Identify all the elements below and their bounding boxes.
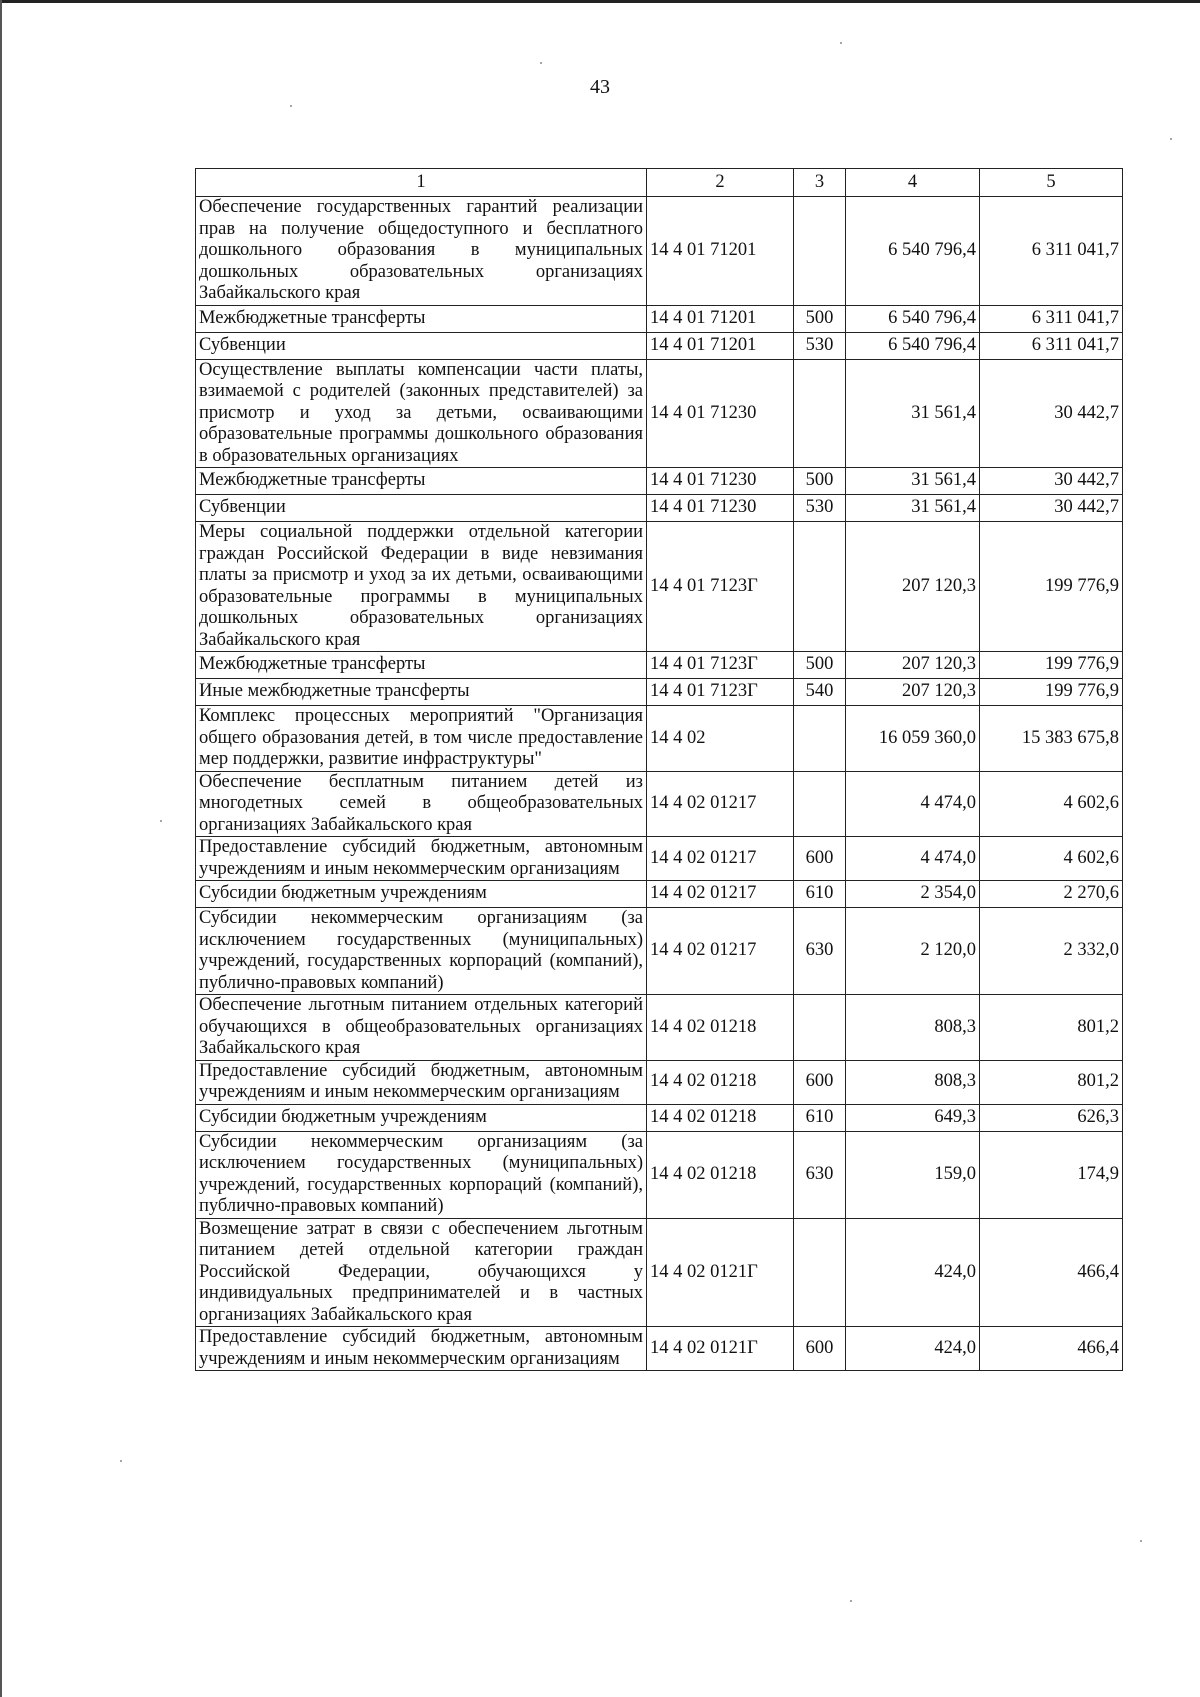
amount-col5-cell: 2 270,6 xyxy=(980,881,1123,908)
target-code-cell: 14 4 02 xyxy=(647,706,794,772)
expense-type-cell: 540 xyxy=(794,679,846,706)
budget-table xyxy=(195,168,1123,1371)
target-code-cell: 14 4 02 01218 xyxy=(647,1060,794,1104)
item-name-cell: Субсидии некоммерческим организациям (за исключением государственных (муниципальных) учреждений, государственных корпораций (компаний), публично-правовых компаний) xyxy=(196,908,647,995)
amount-col4-cell: 207 120,3 xyxy=(846,679,980,706)
item-name-cell: Субсидии некоммерческим организациям (за исключением государственных (муниципальных) учреждений, государственных корпораций (компаний), публично-правовых компаний) xyxy=(196,1131,647,1218)
column-header: 1 xyxy=(196,169,647,197)
expense-type-cell: 610 xyxy=(794,1104,846,1131)
amount-col4-cell: 16 059 360,0 xyxy=(846,706,980,772)
expense-type-cell: 600 xyxy=(794,1327,846,1371)
scan-speck xyxy=(850,1600,852,1602)
expense-type-cell: 500 xyxy=(794,468,846,495)
amount-col4-cell: 207 120,3 xyxy=(846,522,980,652)
amount-col4-cell: 424,0 xyxy=(846,1327,980,1371)
item-name-cell: Меры социальной поддержки отдельной категории граждан Российской Федерации в виде невзимания платы за присмотр и уход за их детьми, осваивающими образовательные программы в муниципальных дошкольных образовательных организациях Забайкальского края xyxy=(196,522,647,652)
amount-col4-cell: 649,3 xyxy=(846,1104,980,1131)
amount-col5-cell: 174,9 xyxy=(980,1131,1123,1218)
target-code-cell: 14 4 01 71201 xyxy=(647,332,794,359)
amount-col5-cell: 466,4 xyxy=(980,1327,1123,1371)
table-row xyxy=(196,995,1123,1061)
amount-col5-cell: 466,4 xyxy=(980,1218,1123,1327)
table-row xyxy=(196,706,1123,772)
expense-type-cell: 600 xyxy=(794,1060,846,1104)
expense-type-cell: 530 xyxy=(794,332,846,359)
table-row xyxy=(196,332,1123,359)
target-code-cell: 14 4 01 7123Г xyxy=(647,652,794,679)
amount-col4-cell: 808,3 xyxy=(846,1060,980,1104)
table-header-row xyxy=(196,169,1123,197)
expense-type-cell: 630 xyxy=(794,908,846,995)
column-header: 5 xyxy=(980,169,1123,197)
target-code-cell: 14 4 01 71201 xyxy=(647,305,794,332)
target-code-cell: 14 4 01 7123Г xyxy=(647,522,794,652)
amount-col4-cell: 808,3 xyxy=(846,995,980,1061)
expense-type-cell: 500 xyxy=(794,305,846,332)
target-code-cell: 14 4 02 01218 xyxy=(647,1104,794,1131)
table-row xyxy=(196,1131,1123,1218)
amount-col5-cell: 30 442,7 xyxy=(980,468,1123,495)
item-name-cell: Предоставление субсидий бюджетным, автономным учреждениям и иным некоммерческим организациям xyxy=(196,1060,647,1104)
target-code-cell: 14 4 01 71230 xyxy=(647,468,794,495)
table-row xyxy=(196,652,1123,679)
target-code-cell: 14 4 01 7123Г xyxy=(647,679,794,706)
amount-col4-cell: 159,0 xyxy=(846,1131,980,1218)
target-code-cell: 14 4 01 71201 xyxy=(647,197,794,306)
amount-col4-cell: 6 540 796,4 xyxy=(846,332,980,359)
expense-type-cell xyxy=(794,995,846,1061)
scan-speck xyxy=(120,1460,122,1462)
amount-col5-cell: 6 311 041,7 xyxy=(980,332,1123,359)
amount-col5-cell: 30 442,7 xyxy=(980,359,1123,468)
scan-speck xyxy=(160,820,162,822)
table-row xyxy=(196,679,1123,706)
amount-col5-cell: 199 776,9 xyxy=(980,679,1123,706)
amount-col4-cell: 6 540 796,4 xyxy=(846,197,980,306)
item-name-cell: Субвенции xyxy=(196,332,647,359)
amount-col5-cell: 199 776,9 xyxy=(980,522,1123,652)
target-code-cell: 14 4 02 01217 xyxy=(647,837,794,881)
amount-col5-cell: 15 383 675,8 xyxy=(980,706,1123,772)
expense-type-cell: 630 xyxy=(794,1131,846,1218)
table-row xyxy=(196,837,1123,881)
amount-col5-cell: 6 311 041,7 xyxy=(980,305,1123,332)
amount-col4-cell: 4 474,0 xyxy=(846,771,980,837)
target-code-cell: 14 4 02 01217 xyxy=(647,771,794,837)
expense-type-cell: 530 xyxy=(794,495,846,522)
item-name-cell: Межбюджетные трансферты xyxy=(196,468,647,495)
expense-type-cell xyxy=(794,1218,846,1327)
item-name-cell: Комплекс процессных мероприятий "Организация общего образования детей, в том числе предоставление мер поддержки, развитие инфраструктуры" xyxy=(196,706,647,772)
target-code-cell: 14 4 01 71230 xyxy=(647,495,794,522)
scan-speck xyxy=(1140,1540,1142,1542)
expense-type-cell xyxy=(794,771,846,837)
scan-speck xyxy=(840,42,842,44)
page-number: 43 xyxy=(590,76,610,98)
amount-col4-cell: 2 354,0 xyxy=(846,881,980,908)
amount-col5-cell: 4 602,6 xyxy=(980,771,1123,837)
amount-col4-cell: 6 540 796,4 xyxy=(846,305,980,332)
amount-col5-cell: 4 602,6 xyxy=(980,837,1123,881)
amount-col5-cell: 801,2 xyxy=(980,995,1123,1061)
amount-col4-cell: 31 561,4 xyxy=(846,359,980,468)
amount-col4-cell: 31 561,4 xyxy=(846,468,980,495)
amount-col5-cell: 801,2 xyxy=(980,1060,1123,1104)
item-name-cell: Возмещение затрат в связи с обеспечением льготным питанием детей отдельной категории граждан Российской Федерации, обучающихся у индивидуальных предпринимателей и в частных организациях Забайкальского края xyxy=(196,1218,647,1327)
amount-col5-cell: 2 332,0 xyxy=(980,908,1123,995)
item-name-cell: Обеспечение льготным питанием отдельных категорий обучающихся в общеобразовательных организациях Забайкальского края xyxy=(196,995,647,1061)
item-name-cell: Межбюджетные трансферты xyxy=(196,652,647,679)
table-row xyxy=(196,495,1123,522)
target-code-cell: 14 4 02 01217 xyxy=(647,881,794,908)
scan-edge-left xyxy=(0,0,2,1697)
table-row xyxy=(196,1060,1123,1104)
item-name-cell: Межбюджетные трансферты xyxy=(196,305,647,332)
item-name-cell: Иные межбюджетные трансферты xyxy=(196,679,647,706)
scan-speck xyxy=(290,105,292,107)
target-code-cell: 14 4 01 71230 xyxy=(647,359,794,468)
amount-col5-cell: 626,3 xyxy=(980,1104,1123,1131)
target-code-cell: 14 4 02 01218 xyxy=(647,1131,794,1218)
amount-col5-cell: 199 776,9 xyxy=(980,652,1123,679)
amount-col5-cell: 30 442,7 xyxy=(980,495,1123,522)
column-header: 2 xyxy=(647,169,794,197)
table-row xyxy=(196,1104,1123,1131)
amount-col4-cell: 207 120,3 xyxy=(846,652,980,679)
item-name-cell: Осуществление выплаты компенсации части платы, взимаемой с родителей (законных представителей) за присмотр и уход за детьми, осваивающими образовательные программы дошкольного образования в образовательных организациях xyxy=(196,359,647,468)
table-row xyxy=(196,522,1123,652)
table-row xyxy=(196,771,1123,837)
expense-type-cell xyxy=(794,522,846,652)
scan-speck xyxy=(1170,138,1172,140)
table-row xyxy=(196,359,1123,468)
item-name-cell: Субсидии бюджетным учреждениям xyxy=(196,1104,647,1131)
item-name-cell: Предоставление субсидий бюджетным, автономным учреждениям и иным некоммерческим организациям xyxy=(196,837,647,881)
target-code-cell: 14 4 02 01218 xyxy=(647,995,794,1061)
amount-col5-cell: 6 311 041,7 xyxy=(980,197,1123,306)
item-name-cell: Субвенции xyxy=(196,495,647,522)
table-row xyxy=(196,197,1123,306)
table-row xyxy=(196,468,1123,495)
scan-edge-top xyxy=(0,0,1200,3)
column-header: 4 xyxy=(846,169,980,197)
amount-col4-cell: 31 561,4 xyxy=(846,495,980,522)
table-body xyxy=(196,197,1123,1371)
item-name-cell: Предоставление субсидий бюджетным, автономным учреждениям и иным некоммерческим организациям xyxy=(196,1327,647,1371)
item-name-cell: Субсидии бюджетным учреждениям xyxy=(196,881,647,908)
target-code-cell: 14 4 02 01217 xyxy=(647,908,794,995)
amount-col4-cell: 424,0 xyxy=(846,1218,980,1327)
target-code-cell: 14 4 02 0121Г xyxy=(647,1327,794,1371)
item-name-cell: Обеспечение бесплатным питанием детей из многодетных семей в общеобразовательных организациях Забайкальского края xyxy=(196,771,647,837)
table-row xyxy=(196,1218,1123,1327)
scan-speck xyxy=(540,62,542,64)
expense-type-cell xyxy=(794,359,846,468)
table-row xyxy=(196,908,1123,995)
expense-type-cell: 500 xyxy=(794,652,846,679)
expense-type-cell: 610 xyxy=(794,881,846,908)
table-row xyxy=(196,305,1123,332)
expense-type-cell xyxy=(794,706,846,772)
target-code-cell: 14 4 02 0121Г xyxy=(647,1218,794,1327)
expense-type-cell xyxy=(794,197,846,306)
item-name-cell: Обеспечение государственных гарантий реализации прав на получение общедоступного и бесплатного дошкольного образования в муниципальных дошкольных образовательных организациях Забайкальского края xyxy=(196,197,647,306)
table-row xyxy=(196,1327,1123,1371)
amount-col4-cell: 2 120,0 xyxy=(846,908,980,995)
table-row xyxy=(196,881,1123,908)
amount-col4-cell: 4 474,0 xyxy=(846,837,980,881)
column-header: 3 xyxy=(794,169,846,197)
expense-type-cell: 600 xyxy=(794,837,846,881)
